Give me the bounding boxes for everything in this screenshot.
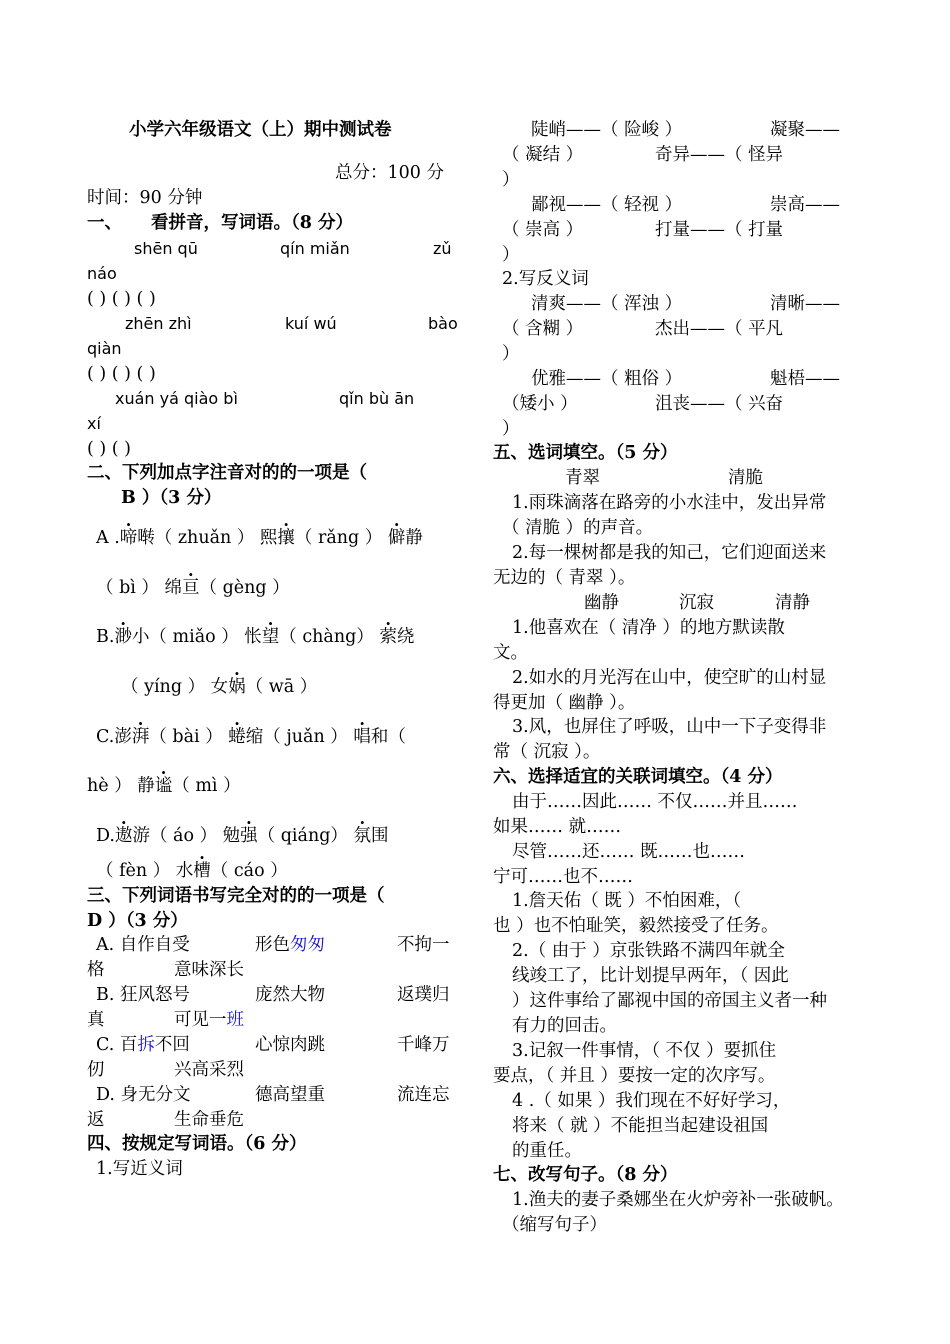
choice-c-word-3-wrap: 仞 bbox=[87, 1060, 105, 1080]
pinyin-8: qǐn bù ān bbox=[339, 389, 415, 408]
choice-c-word-2: 心惊肉跳 bbox=[255, 1035, 325, 1055]
antonym-6: 沮丧——（ 兴奋 bbox=[655, 394, 784, 414]
section-4-sub-1: 1.写近义词 bbox=[96, 1159, 183, 1179]
conj-q2-line-2: 线竣工了，比计划提早两年，（ 因此 bbox=[512, 966, 789, 986]
antonym-2: 清晰—— bbox=[770, 294, 840, 314]
conj-q4-line-2: 将来（ 就 ）不能担当起建设祖国 bbox=[512, 1116, 769, 1136]
option-c-line-2: hè ） 静谧（ mì ） bbox=[87, 776, 241, 796]
pinyin-6-wrap: qiàn bbox=[87, 339, 122, 358]
choice-b-word-2: 庞然大物 bbox=[255, 985, 325, 1005]
pinyin-5: kuí wú bbox=[285, 314, 337, 333]
section-1-number: 一、 bbox=[87, 213, 122, 233]
choice-d-word-2: 德高望重 bbox=[255, 1085, 325, 1105]
antonym-5: 魁梧—— bbox=[770, 369, 840, 389]
pinyin-3: zǔ bbox=[433, 239, 452, 258]
word-choice-qingcui-2: 清脆 bbox=[728, 468, 763, 488]
synonym-6-close: ） bbox=[502, 245, 520, 265]
synonym-3: 奇异——（ 怪异 bbox=[655, 145, 784, 165]
fill-q1-line-2: （ 清脆 ）的声音。 bbox=[502, 518, 654, 538]
choice-b-word-4: 可见一班 bbox=[174, 1010, 244, 1030]
section-2-answer: B ）（3 分） bbox=[121, 488, 222, 508]
exam-time: 时间：90 分钟 bbox=[87, 188, 203, 208]
choice-d-word-3-wrap: 返 bbox=[87, 1110, 105, 1130]
fill-q2-line-2: 无边的（ 青翠 ）。 bbox=[493, 568, 636, 588]
synonym-5: 崇高—— bbox=[770, 195, 840, 215]
choice-d-word-1: D. 身无分文 bbox=[96, 1085, 191, 1105]
choice-b-word-1: B. 狂风怒号 bbox=[96, 985, 190, 1005]
pinyin-3-wrap: náo bbox=[87, 264, 117, 283]
option-b-line-1: B.渺小（ miǎo ） 怅望（ chàng） 萦绕 bbox=[96, 627, 415, 647]
section-7-heading: 七、改写句子。（8 分） bbox=[493, 1165, 678, 1185]
answer-blanks-row-1: ( ) ( ) ( ) bbox=[87, 289, 156, 309]
choice-c-word-4: 兴高采烈 bbox=[174, 1060, 244, 1080]
word-choice-chenji: 沉寂 bbox=[679, 593, 714, 613]
synonym-4: 鄙视——（ 轻视 ） bbox=[531, 195, 683, 215]
fill-q4-line-1: 2.如水的月光泻在山中，使空旷的山村显 bbox=[512, 668, 827, 688]
option-a-line-1: A .啼啭（ zhuǎn ） 熙攘（ rǎng ） 僻静 bbox=[96, 528, 423, 548]
synonym-2-answer: （ 凝结 ） bbox=[502, 145, 584, 165]
synonym-3-close: ） bbox=[502, 170, 520, 190]
section-4-heading: 四、按规定写词语。（6 分） bbox=[87, 1134, 307, 1154]
option-d-line-2: （ fèn ） 水槽（ cáo ） bbox=[96, 861, 288, 881]
rewrite-q1-line-1: 1.渔夫的妻子桑娜坐在火炉旁补一张破帆。 bbox=[512, 1190, 844, 1210]
pinyin-2: qín miǎn bbox=[280, 239, 350, 258]
choice-d-word-4: 生命垂危 bbox=[174, 1110, 244, 1130]
conj-q4-line-1: 4 .（ 如果 ）我们现在不好好学习， bbox=[512, 1091, 791, 1111]
section-3-answer: D ）（3 分） bbox=[87, 911, 188, 931]
option-c-line-1: C.澎湃（ bài ） 蜷缩（ juǎn ） 唱和（ bbox=[96, 727, 406, 747]
fill-q1-line-1: 1.雨珠滴落在路旁的小水洼中，发出异常 bbox=[512, 493, 827, 513]
conj-q4-line-3: 的重任。 bbox=[512, 1141, 582, 1161]
fill-q5-line-1: 3.风，也屏住了呼吸，山中一下子变得非 bbox=[512, 717, 827, 737]
conj-q3-line-2: 要点，（ 并且 ）要按一定的次序写。 bbox=[493, 1066, 776, 1086]
choice-a-word-3-wrap: 格 bbox=[87, 960, 105, 980]
option-b-line-2: （ yíng ） 女娲（ wā ） bbox=[121, 677, 318, 697]
rewrite-q1-line-2: （缩写句子） bbox=[502, 1215, 607, 1235]
synonym-6: 打量——（ 打量 bbox=[655, 220, 784, 240]
word-choice-youjing: 幽静 bbox=[584, 593, 619, 613]
choice-a-word-4: 意味深长 bbox=[174, 960, 244, 980]
word-choice-qingcui: 青翠 bbox=[565, 468, 600, 488]
answer-blanks-row-2: ( ) ( ) ( ) bbox=[87, 364, 156, 384]
fill-q3-line-1: 1.他喜欢在（ 清净 ）的地方默读散 bbox=[512, 618, 785, 638]
pinyin-6: bào bbox=[428, 314, 458, 333]
section-2-heading: 二、下列加点字注音对的的一项是（ bbox=[87, 463, 367, 483]
conjunction-options-4: 宁可……也不…… bbox=[493, 867, 633, 887]
antonym-4: 优雅——（ 粗俗 ） bbox=[531, 369, 683, 389]
choice-c-word-3: 千峰万 bbox=[397, 1035, 450, 1055]
choice-c-word-1: C. 百拆不回 bbox=[96, 1035, 190, 1055]
answer-blanks-row-3: ( ) ( ) bbox=[87, 439, 131, 459]
fill-q3-line-2: 文。 bbox=[493, 643, 528, 663]
section-3-heading: 三、下列词语书写完全对的的一项是（ bbox=[87, 886, 385, 906]
section-1-heading: 看拼音，写词语。（8 分） bbox=[151, 213, 354, 233]
pinyin-4: zhēn zhì bbox=[125, 314, 192, 333]
antonym-5-answer: （矮小 ） bbox=[502, 394, 578, 414]
exam-title: 小学六年级语文（上）期中测试卷 bbox=[129, 120, 392, 140]
choice-b-word-3: 返璞归 bbox=[397, 985, 450, 1005]
conj-q3-line-1: 3.记叙一件事情，（ 不仅 ）要抓住 bbox=[512, 1041, 777, 1061]
total-score: 总分：100 分 bbox=[335, 163, 444, 183]
antonym-2-answer: （ 含糊 ） bbox=[502, 319, 584, 339]
word-choice-qingjing: 清静 bbox=[775, 593, 810, 613]
conj-q1-line-2: 也 ）也不怕耻笑，毅然接受了任务。 bbox=[493, 916, 779, 936]
choice-b-word-3-wrap: 真 bbox=[87, 1010, 105, 1030]
choice-a-word-1: A. 自作自受 bbox=[96, 935, 190, 955]
pinyin-1: shēn qū bbox=[134, 239, 198, 258]
conj-q2-line-3: ）这件事给了鄙视中国的帝国主义者一种 bbox=[512, 991, 827, 1011]
choice-a-word-3: 不拘一 bbox=[397, 935, 450, 955]
option-d-line-1: D.遨游（ áo ） 勉强（ qiáng） 氛围 bbox=[96, 826, 389, 846]
choice-d-word-3: 流连忘 bbox=[397, 1085, 450, 1105]
synonym-2: 凝聚—— bbox=[770, 120, 840, 140]
synonym-5-answer: （ 崇高 ） bbox=[502, 220, 584, 240]
conjunction-options-3: 尽管……还…… 既……也…… bbox=[512, 842, 746, 862]
antonym-3: 杰出——（ 平凡 bbox=[655, 319, 784, 339]
conj-q1-line-1: 1.詹天佑（ 既 ）不怕困难，（ bbox=[512, 891, 742, 911]
fill-q4-line-2: 得更加（ 幽静 ）。 bbox=[493, 693, 636, 713]
conjunction-options-1: 由于……因此…… 不仅……并且…… bbox=[512, 792, 798, 812]
conjunction-options-2: 如果…… 就…… bbox=[493, 817, 622, 837]
pinyin-7: xuán yá qiào bì bbox=[115, 389, 238, 408]
antonym-3-close: ） bbox=[502, 344, 520, 364]
option-a-line-2: （ bì ） 绵亘（ gèng ） bbox=[96, 578, 290, 598]
antonym-1: 清爽——（ 浑浊 ） bbox=[531, 294, 683, 314]
antonym-6-close: ） bbox=[502, 419, 520, 439]
section-4-sub-2: 2.写反义词 bbox=[502, 269, 589, 289]
conj-q2-line-4: 有力的回击。 bbox=[512, 1016, 617, 1036]
fill-q5-line-2: 常（ 沉寂 ）。 bbox=[493, 742, 601, 762]
conj-q2-line-1: 2.（ 由于 ）京张铁路不满四年就全 bbox=[512, 941, 785, 961]
pinyin-8-wrap: xí bbox=[87, 414, 101, 433]
synonym-1: 陡峭——（ 险峻 ） bbox=[531, 120, 683, 140]
choice-a-word-2: 形色匆匆 bbox=[255, 935, 325, 955]
fill-q2-line-1: 2.每一棵树都是我的知己，它们迎面送来 bbox=[512, 543, 827, 563]
section-5-heading: 五、选词填空。（5 分） bbox=[493, 443, 678, 463]
section-6-heading: 六、选择适宜的关联词填空。（4 分） bbox=[493, 767, 783, 787]
